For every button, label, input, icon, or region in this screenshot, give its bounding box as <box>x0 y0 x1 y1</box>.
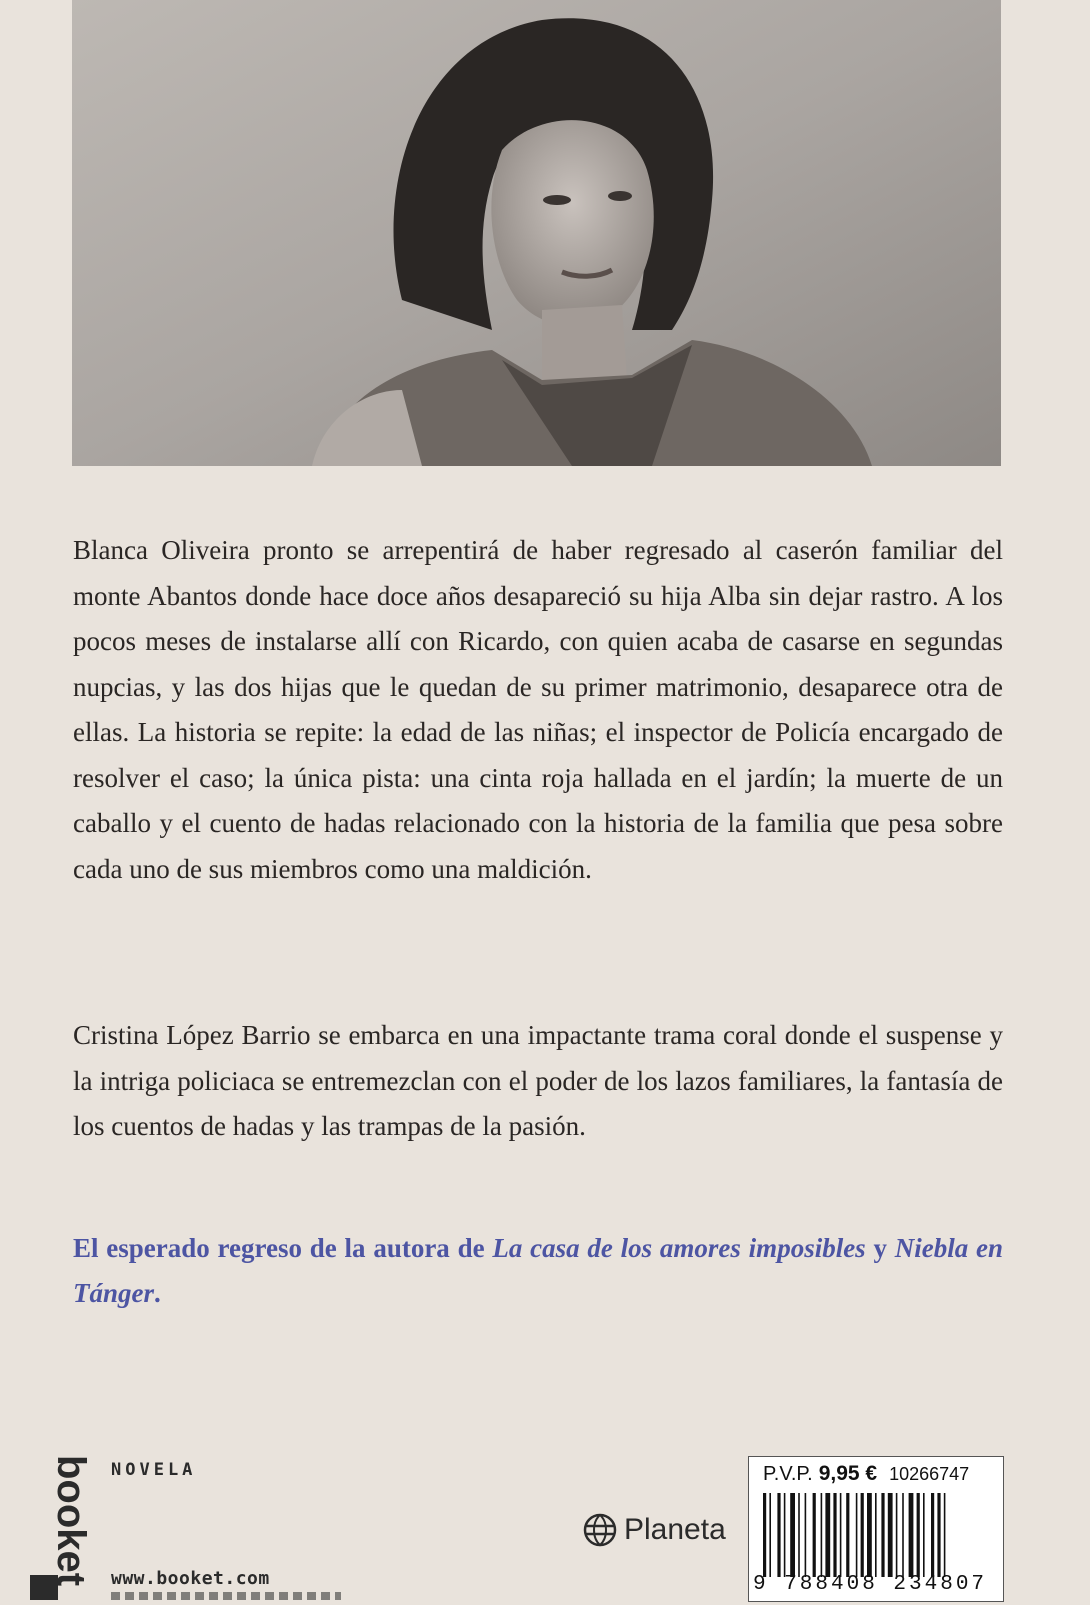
barcode-bar <box>805 1493 807 1577</box>
barcode-bar <box>909 1493 914 1577</box>
barcode-bar <box>790 1493 795 1577</box>
isbn-digits: 9 788408 234807 <box>753 1573 988 1596</box>
barcode-bar <box>937 1493 940 1577</box>
tagline-end: . <box>154 1278 161 1308</box>
booket-vertical-logo <box>30 1455 100 1600</box>
barcode-bar <box>777 1493 780 1577</box>
barcode-bar <box>769 1493 771 1577</box>
planeta-logo <box>582 1512 726 1548</box>
globe-icon <box>582 1512 618 1548</box>
barcode-bar <box>902 1493 904 1577</box>
barcode-bar <box>798 1493 800 1577</box>
tagline-title-2: Niebla en Tánger <box>73 1233 1004 1308</box>
barcode-bar <box>923 1493 925 1577</box>
author-photo <box>72 0 1001 466</box>
publisher-url: www.booket.com <box>111 1568 270 1589</box>
author-paragraph: Cristina López Barrio se embarca en una impactante trama coral donde el suspense y la intriga policiaca se entremezclan con el poder de los lazos familiares, la fantasía de los cuentos de hadas y las trampas de la pasión. <box>73 1020 1003 1141</box>
barcode-bar <box>813 1493 816 1577</box>
price-row <box>763 1462 969 1486</box>
barcode-bar <box>840 1493 842 1577</box>
barcode-bar <box>861 1493 864 1577</box>
barcode-bar <box>875 1493 877 1577</box>
barcode-bar <box>821 1493 823 1577</box>
cut-off-text <box>111 1592 341 1600</box>
barcode-bar <box>917 1493 920 1577</box>
pvp-label: P.V.P. <box>763 1463 813 1485</box>
barcode-bar <box>896 1493 898 1577</box>
price-barcode-box <box>748 1456 1004 1602</box>
tagline <box>73 1226 1003 1316</box>
isbn-barcode <box>761 1493 993 1577</box>
barcode-bar <box>825 1493 830 1577</box>
author-portrait-photo <box>72 0 1001 466</box>
barcode-bar <box>784 1493 786 1577</box>
tagline-lead: El esperado regreso de la autora de <box>73 1233 493 1263</box>
tagline-title-1: La casa de los amores imposibles <box>492 1233 866 1263</box>
planeta-logo-text: Planeta <box>624 1513 726 1546</box>
category-label: NOVELA <box>111 1460 197 1480</box>
booket-logo-text: booket <box>49 1455 93 1587</box>
barcode-bar <box>856 1493 858 1577</box>
barcode-bar <box>944 1493 946 1577</box>
barcode-bar <box>833 1493 836 1577</box>
barcode-bar <box>881 1493 884 1577</box>
synopsis-paragraph: Blanca Oliveira pronto se arrepentirá de haber regresado al caserón familiar del monte Abantos donde hace doce años desapareció su hija Alba sin dejar rastro. A los pocos meses de instalarse allí con Ricardo, con quien acaba de casarse en segundas nupcias, y las dos hijas que le quedan de su primer matrimonio, desaparece otra de ellas. La historia se repite: la edad de las niñas; el inspector de Policía encargado de resolver el caso; la única pista: una cinta roja hallada en el jardín; la muerte de un caballo y el cuento de hadas relacionado con la historia de la familia que pesa sobre cada uno de sus miembros como una maldición. <box>73 535 1003 884</box>
barcode-bar <box>931 1493 934 1577</box>
barcode-bar <box>763 1493 766 1577</box>
product-code: 10266747 <box>889 1464 970 1484</box>
barcode-bar <box>846 1493 849 1577</box>
barcode-bar <box>867 1493 872 1577</box>
barcode-bar <box>888 1493 893 1577</box>
price-value: 9,95 € <box>818 1462 878 1485</box>
tagline-joiner: y <box>865 1233 895 1263</box>
